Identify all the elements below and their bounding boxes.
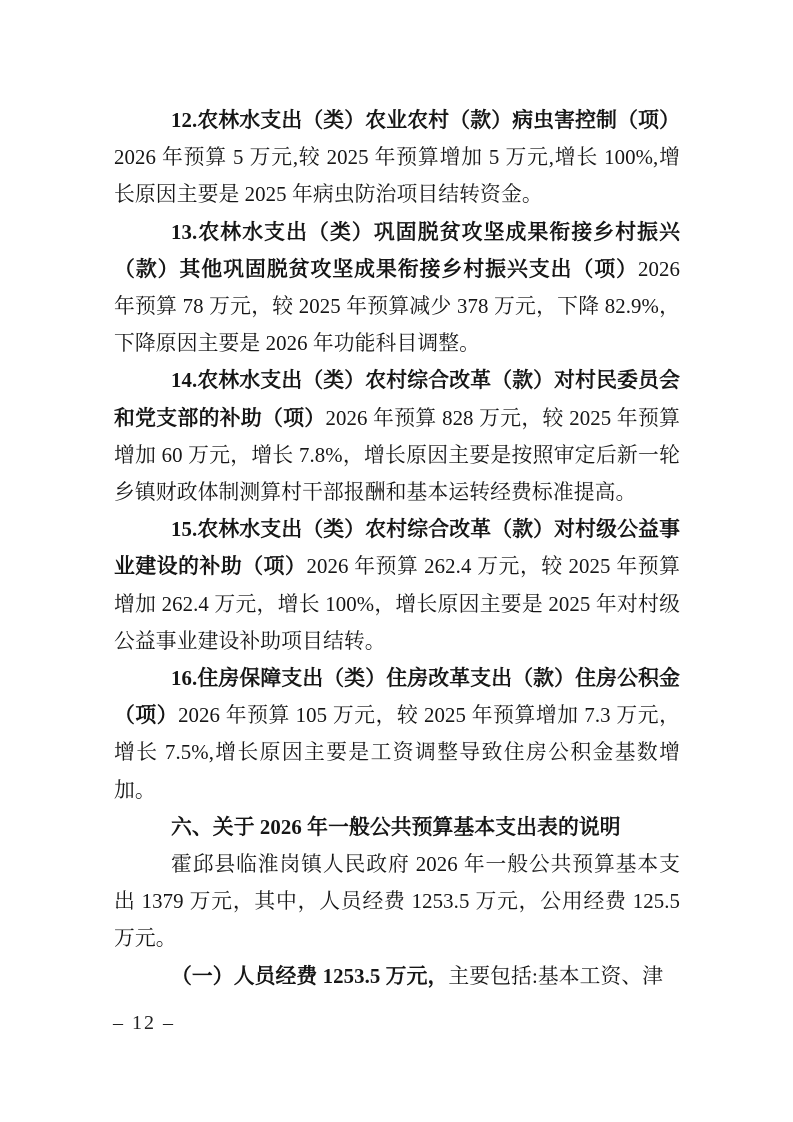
budget-paragraph-14 <box>114 362 680 511</box>
section-heading-six: 六、关于 2026 年一般公共预算基本支出表的说明 <box>171 815 621 839</box>
budget-paragraph-15-heading: 15.农林水支出（类）农村综合改革（款）对村级公益事业建设的补助（项） <box>114 518 680 579</box>
budget-paragraph-15-body: 2026 年预算 262.4 万元，较 2025 年预算增加 262.4 万元，增长 100%，增长原因主要是 2025 年对村级公益事业建设补助项目结转。 <box>114 555 680 653</box>
budget-paragraph-16-body: 2026 年预算 105 万元，较 2025 年预算增加 7.3 万元，增长 7.5%,增长原因主要是工资调整导致住房公积金基数增加。 <box>114 704 680 802</box>
budget-paragraph-16-heading: 16.住房保障支出（类）住房改革支出（款）住房公积金（项） <box>114 667 680 728</box>
sub-item-one-heading: （一）人员经费 1253.5 万元， <box>171 964 449 988</box>
budget-paragraph-15 <box>114 511 680 660</box>
budget-paragraph-16 <box>114 660 680 809</box>
page-number: – 12 – <box>113 1012 175 1034</box>
budget-paragraph-13 <box>114 214 680 363</box>
sub-item-one-body: 主要包括:基本工资、津 <box>448 964 664 988</box>
document-content <box>114 102 680 995</box>
budget-paragraph-13-heading: 13.农林水支出（类）巩固脱贫攻坚成果衔接乡村振兴（款）其他巩固脱贫攻坚成果衔接乡村振兴支出（项） <box>114 220 680 281</box>
budget-paragraph-14-heading: 14.农林水支出（类）农村综合改革（款）对村民委员会和党支部的补助（项） <box>114 369 680 430</box>
budget-paragraph-12 <box>114 102 680 214</box>
budget-paragraph-12-heading: 12.农林水支出（类）农业农村（款）病虫害控制（项） <box>171 109 680 132</box>
budget-paragraph-14-body: 2026 年预算 828 万元，较 2025 年预算增加 60 万元，增长 7.8%，增长原因主要是按照审定后新一轮乡镇财政体制测算村干部报酬和基本运转经费标准提高。 <box>114 406 681 505</box>
section-six-body: 霍邱县临淮岗镇人民政府 2026 年一般公共预算基本支出 1379 万元，其中，人员经费 1253.5 万元，公用经费 125.5 万元。 <box>114 853 680 951</box>
budget-paragraph-13-body: 2026 年预算 78 万元，较 2025 年预算减少 378 万元，下降 82.9%，下降原因主要是 2026 年功能科目调整。 <box>114 257 680 356</box>
budget-paragraph-12-body: 2026 年预算 5 万元,较 2025 年预算增加 5 万元,增长 100%,增长原因主要是 2025 年病虫防治项目结转资金。 <box>114 146 680 207</box>
sub-item-one <box>114 958 680 995</box>
